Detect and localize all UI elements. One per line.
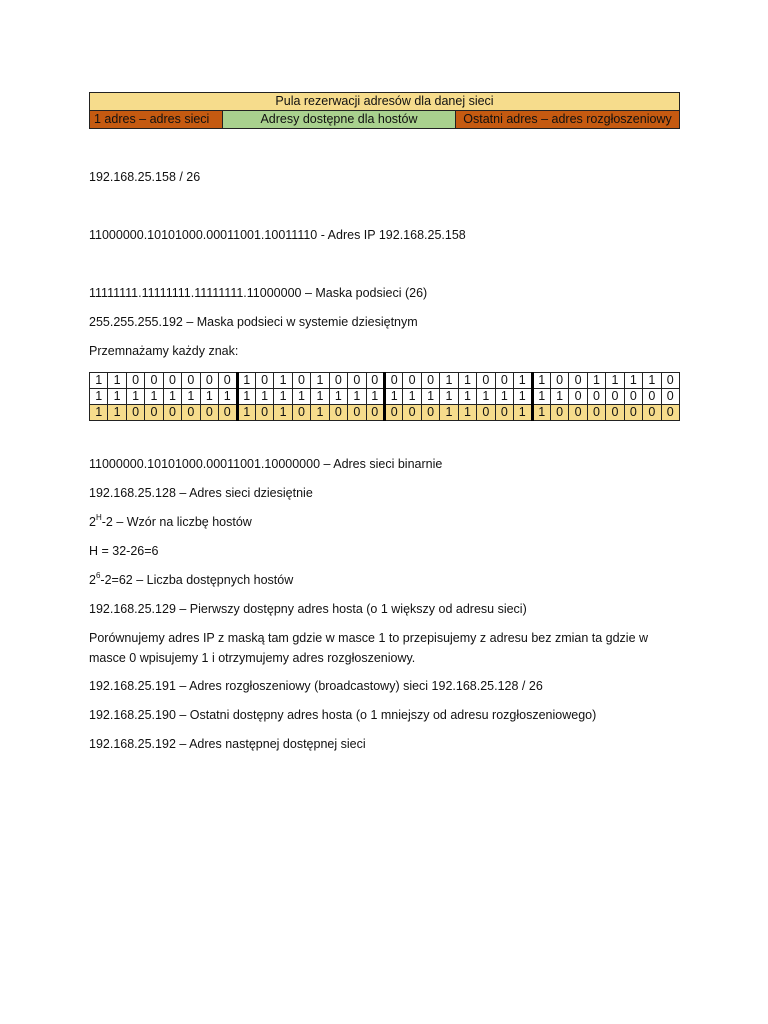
bit-cell: 0 — [182, 373, 200, 389]
bit-cell: 0 — [182, 405, 200, 421]
bit-cell: 0 — [606, 389, 624, 405]
bit-cell: 1 — [440, 405, 458, 421]
bit-cell: 0 — [145, 405, 163, 421]
bit-cell: 1 — [606, 373, 624, 389]
bit-cell: 1 — [145, 389, 163, 405]
bit-cell: 0 — [550, 405, 568, 421]
bit-cell: 0 — [292, 405, 310, 421]
network-decimal-line: 192.168.25.128 – Adres sieci dziesiętnie — [89, 486, 313, 500]
bit-cell: 0 — [661, 389, 679, 405]
bit-cell: 1 — [403, 389, 421, 405]
bit-cell: 0 — [219, 373, 237, 389]
bit-cell: 1 — [90, 405, 108, 421]
network-address-cell: 1 adres – adres sieci — [90, 111, 223, 129]
h-calculation-line: H = 32-26=6 — [89, 544, 159, 558]
bit-cell: 1 — [219, 389, 237, 405]
bit-cell: 1 — [274, 389, 292, 405]
bit-cell: 0 — [145, 373, 163, 389]
last-host-line: 192.168.25.190 – Ostatni dostępny adres hosta (o 1 mniejszy od adresu rozgłoszeniowego) — [89, 708, 597, 722]
bit-cell: 0 — [348, 405, 366, 421]
ip-bits-row — [90, 373, 680, 389]
host-addresses-cell: Adresy dostępne dla hostów — [223, 111, 456, 129]
bit-cell: 1 — [108, 389, 126, 405]
mask-binary-line: 11111111.11111111.11111111.11000000 – Maska podsieci (26) — [89, 286, 428, 300]
bit-cell: 1 — [366, 389, 384, 405]
bit-cell: 0 — [329, 373, 347, 389]
bit-cell: 1 — [458, 373, 476, 389]
hosts-exponent: 6 — [95, 571, 101, 580]
bit-cell: 0 — [421, 405, 439, 421]
bit-cell: 0 — [200, 405, 218, 421]
bit-cell: 1 — [532, 389, 550, 405]
bit-cell: 0 — [624, 405, 642, 421]
bit-cell: 0 — [587, 389, 605, 405]
bit-cell: 1 — [311, 389, 329, 405]
bit-cell: 1 — [108, 405, 126, 421]
bit-cell: 0 — [255, 405, 273, 421]
bit-cell: 1 — [532, 405, 550, 421]
formula-text: -2 – Wzór na liczbę hostów — [101, 515, 252, 529]
bit-cell: 1 — [126, 389, 144, 405]
bit-cell: 0 — [550, 373, 568, 389]
bit-cell: 0 — [348, 373, 366, 389]
mask-decimal-line: 255.255.255.192 – Maska podsieci w systemie dziesiętnym — [89, 315, 418, 329]
result-bits-row — [90, 405, 680, 421]
bit-cell: 0 — [569, 373, 587, 389]
bit-cell: 1 — [421, 389, 439, 405]
bit-cell: 1 — [274, 405, 292, 421]
bit-cell: 0 — [403, 405, 421, 421]
bit-cell: 1 — [255, 389, 273, 405]
bit-cell: 1 — [237, 373, 255, 389]
bit-cell: 0 — [606, 405, 624, 421]
bit-cell: 0 — [366, 405, 384, 421]
first-host-line: 192.168.25.129 – Pierwszy dostępny adres hosta (o 1 większy od adresu sieci) — [89, 602, 527, 616]
bit-cell: 1 — [274, 373, 292, 389]
bit-cell: 0 — [495, 405, 513, 421]
bit-cell: 1 — [550, 389, 568, 405]
bit-cell: 0 — [329, 405, 347, 421]
formula-exponent: H — [95, 513, 102, 522]
bit-cell: 0 — [643, 405, 661, 421]
bit-cell: 1 — [90, 389, 108, 405]
bit-cell: 0 — [163, 373, 181, 389]
bit-cell: 1 — [514, 373, 532, 389]
bit-cell: 0 — [477, 405, 495, 421]
bit-cell: 0 — [385, 373, 403, 389]
bit-cell: 1 — [440, 389, 458, 405]
bit-cell: 1 — [237, 405, 255, 421]
broadcast-address-cell: Ostatni adres – adres rozgłoszeniowy — [456, 111, 680, 129]
hosts-base: 2 — [89, 573, 96, 587]
bit-cell: 0 — [385, 405, 403, 421]
bit-cell: 1 — [329, 389, 347, 405]
bit-cell: 1 — [163, 389, 181, 405]
bit-cell: 1 — [108, 373, 126, 389]
bit-cell: 1 — [385, 389, 403, 405]
address-pool-table — [89, 92, 680, 129]
bit-cell: 0 — [661, 405, 679, 421]
bit-cell: 1 — [90, 373, 108, 389]
bit-cell: 0 — [661, 373, 679, 389]
bit-cell: 0 — [200, 373, 218, 389]
mask-bits-row — [90, 389, 680, 405]
bit-cell: 1 — [532, 373, 550, 389]
bit-cell: 1 — [348, 389, 366, 405]
bit-cell: 0 — [126, 373, 144, 389]
cidr-line: 192.168.25.158 / 26 — [89, 170, 201, 184]
formula-base: 2 — [89, 515, 96, 529]
bit-cell: 1 — [643, 373, 661, 389]
multiply-line: Przemnażamy każdy znak: — [89, 344, 239, 358]
bit-cell: 1 — [458, 389, 476, 405]
bit-cell: 1 — [237, 389, 255, 405]
bit-cell: 0 — [569, 389, 587, 405]
bit-cell: 0 — [495, 373, 513, 389]
next-network-line: 192.168.25.192 – Adres następnej dostępnej sieci — [89, 737, 366, 751]
bit-cell: 0 — [126, 405, 144, 421]
bit-cell: 0 — [569, 405, 587, 421]
document-page — [89, 92, 680, 751]
bit-cell: 1 — [587, 373, 605, 389]
bit-cell: 1 — [624, 373, 642, 389]
bit-cell: 1 — [292, 389, 310, 405]
network-binary-line: 11000000.10101000.00011001.10000000 – Adres sieci binarnie — [89, 457, 443, 471]
bit-cell: 0 — [366, 373, 384, 389]
host-count-line — [89, 572, 293, 588]
bit-multiplication-table — [89, 372, 680, 421]
bit-cell: 0 — [587, 405, 605, 421]
host-formula-line — [89, 514, 252, 530]
bit-cell: 1 — [182, 389, 200, 405]
bit-cell: 1 — [200, 389, 218, 405]
bit-cell: 0 — [292, 373, 310, 389]
bit-cell: 0 — [255, 373, 273, 389]
bit-cell: 0 — [403, 373, 421, 389]
bit-cell: 1 — [311, 373, 329, 389]
bit-cell: 0 — [163, 405, 181, 421]
bit-cell: 0 — [421, 373, 439, 389]
bit-cell: 1 — [311, 405, 329, 421]
bit-cell: 1 — [477, 389, 495, 405]
bit-cell: 1 — [514, 389, 532, 405]
bit-cell: 1 — [458, 405, 476, 421]
bit-cell: 1 — [514, 405, 532, 421]
compare-paragraph: Porównujemy adres IP z maską tam gdzie w masce 1 to przepisujemy z adresu bez zmian ta gdzie w masce 0 wpisujemy 1 i otrzymujemy adres rozgłoszeniowy. — [89, 631, 649, 665]
bit-cell: 1 — [495, 389, 513, 405]
bit-cell: 0 — [219, 405, 237, 421]
bit-cell: 1 — [440, 373, 458, 389]
bit-cell: 0 — [624, 389, 642, 405]
bit-cell: 0 — [477, 373, 495, 389]
broadcast-line: 192.168.25.191 – Adres rozgłoszeniowy (broadcastowy) sieci 192.168.25.128 / 26 — [89, 679, 543, 693]
bit-cell: 0 — [643, 389, 661, 405]
ip-binary-line: 11000000.10101000.00011001.10011110 - Adres IP 192.168.25.158 — [89, 228, 466, 242]
hosts-text: -2=62 – Liczba dostępnych hostów — [100, 573, 294, 587]
pool-table-title: Pula rezerwacji adresów dla danej sieci — [90, 93, 680, 111]
